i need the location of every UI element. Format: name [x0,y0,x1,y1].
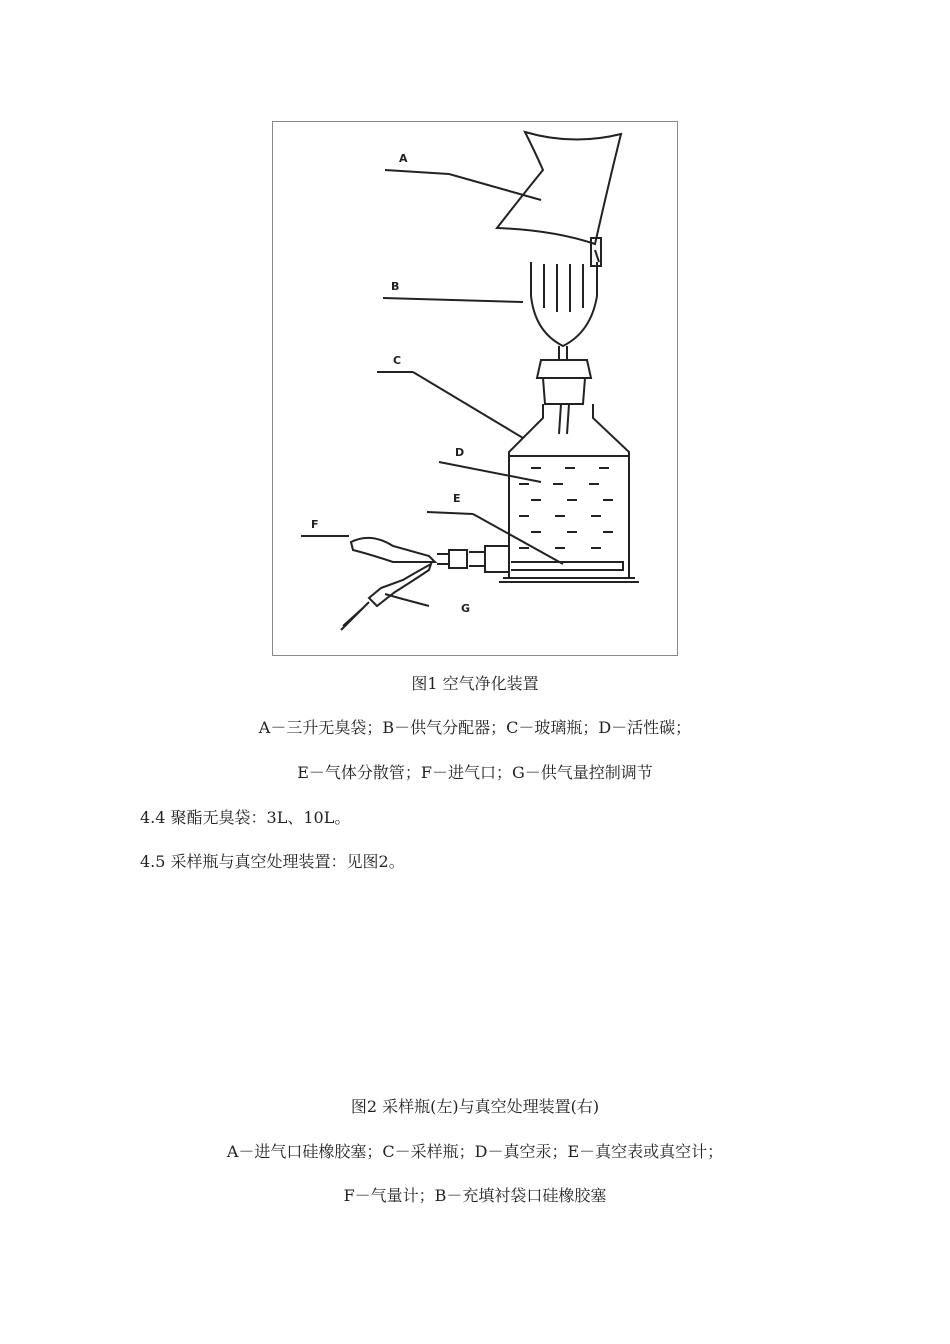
connector-small [449,550,467,568]
stopper [537,360,591,378]
label-a: A [399,152,408,165]
flow-control-g [369,564,431,606]
dispersion-tube-e [511,562,623,570]
bottle-c-shape [509,404,629,578]
figure1-legend-line2: E－气体分散管；F－进气口；G－供气量控制调节 [297,763,653,782]
section-4-5: 4.5 采样瓶与真空处理装置：见图2。 [140,852,405,871]
figure2-legend-line1: A－进气口硅橡胶塞；C－采样瓶；D－真空汞；E－真空表或真空计； [226,1142,724,1161]
label-c: C [393,354,402,367]
figure1-caption: 图1 空气净化装置 [411,674,539,693]
label-g: G [461,602,471,615]
label-f: F [311,518,319,531]
label-d: D [455,446,465,459]
figure1-legend-line1: A－三升无臭袋；B－供气分配器；C－玻璃瓶；D－活性碳； [258,718,692,737]
figure2-legend-line2: F－气量计；B－充填衬袋口硅橡胶塞 [343,1186,607,1205]
label-b: B [391,280,400,293]
label-e: E [453,492,461,505]
bag-a-shape [497,132,621,244]
inlet-f-tube [351,538,435,562]
distributor-b-shape [531,262,597,346]
figure1-diagram [272,121,678,656]
connector-large [485,546,509,572]
figure2-caption: 图2 采样瓶(左)与真空处理装置(右) [350,1097,600,1116]
section-4-4: 4.4 聚酯无臭袋：3L、10L。 [140,808,351,827]
